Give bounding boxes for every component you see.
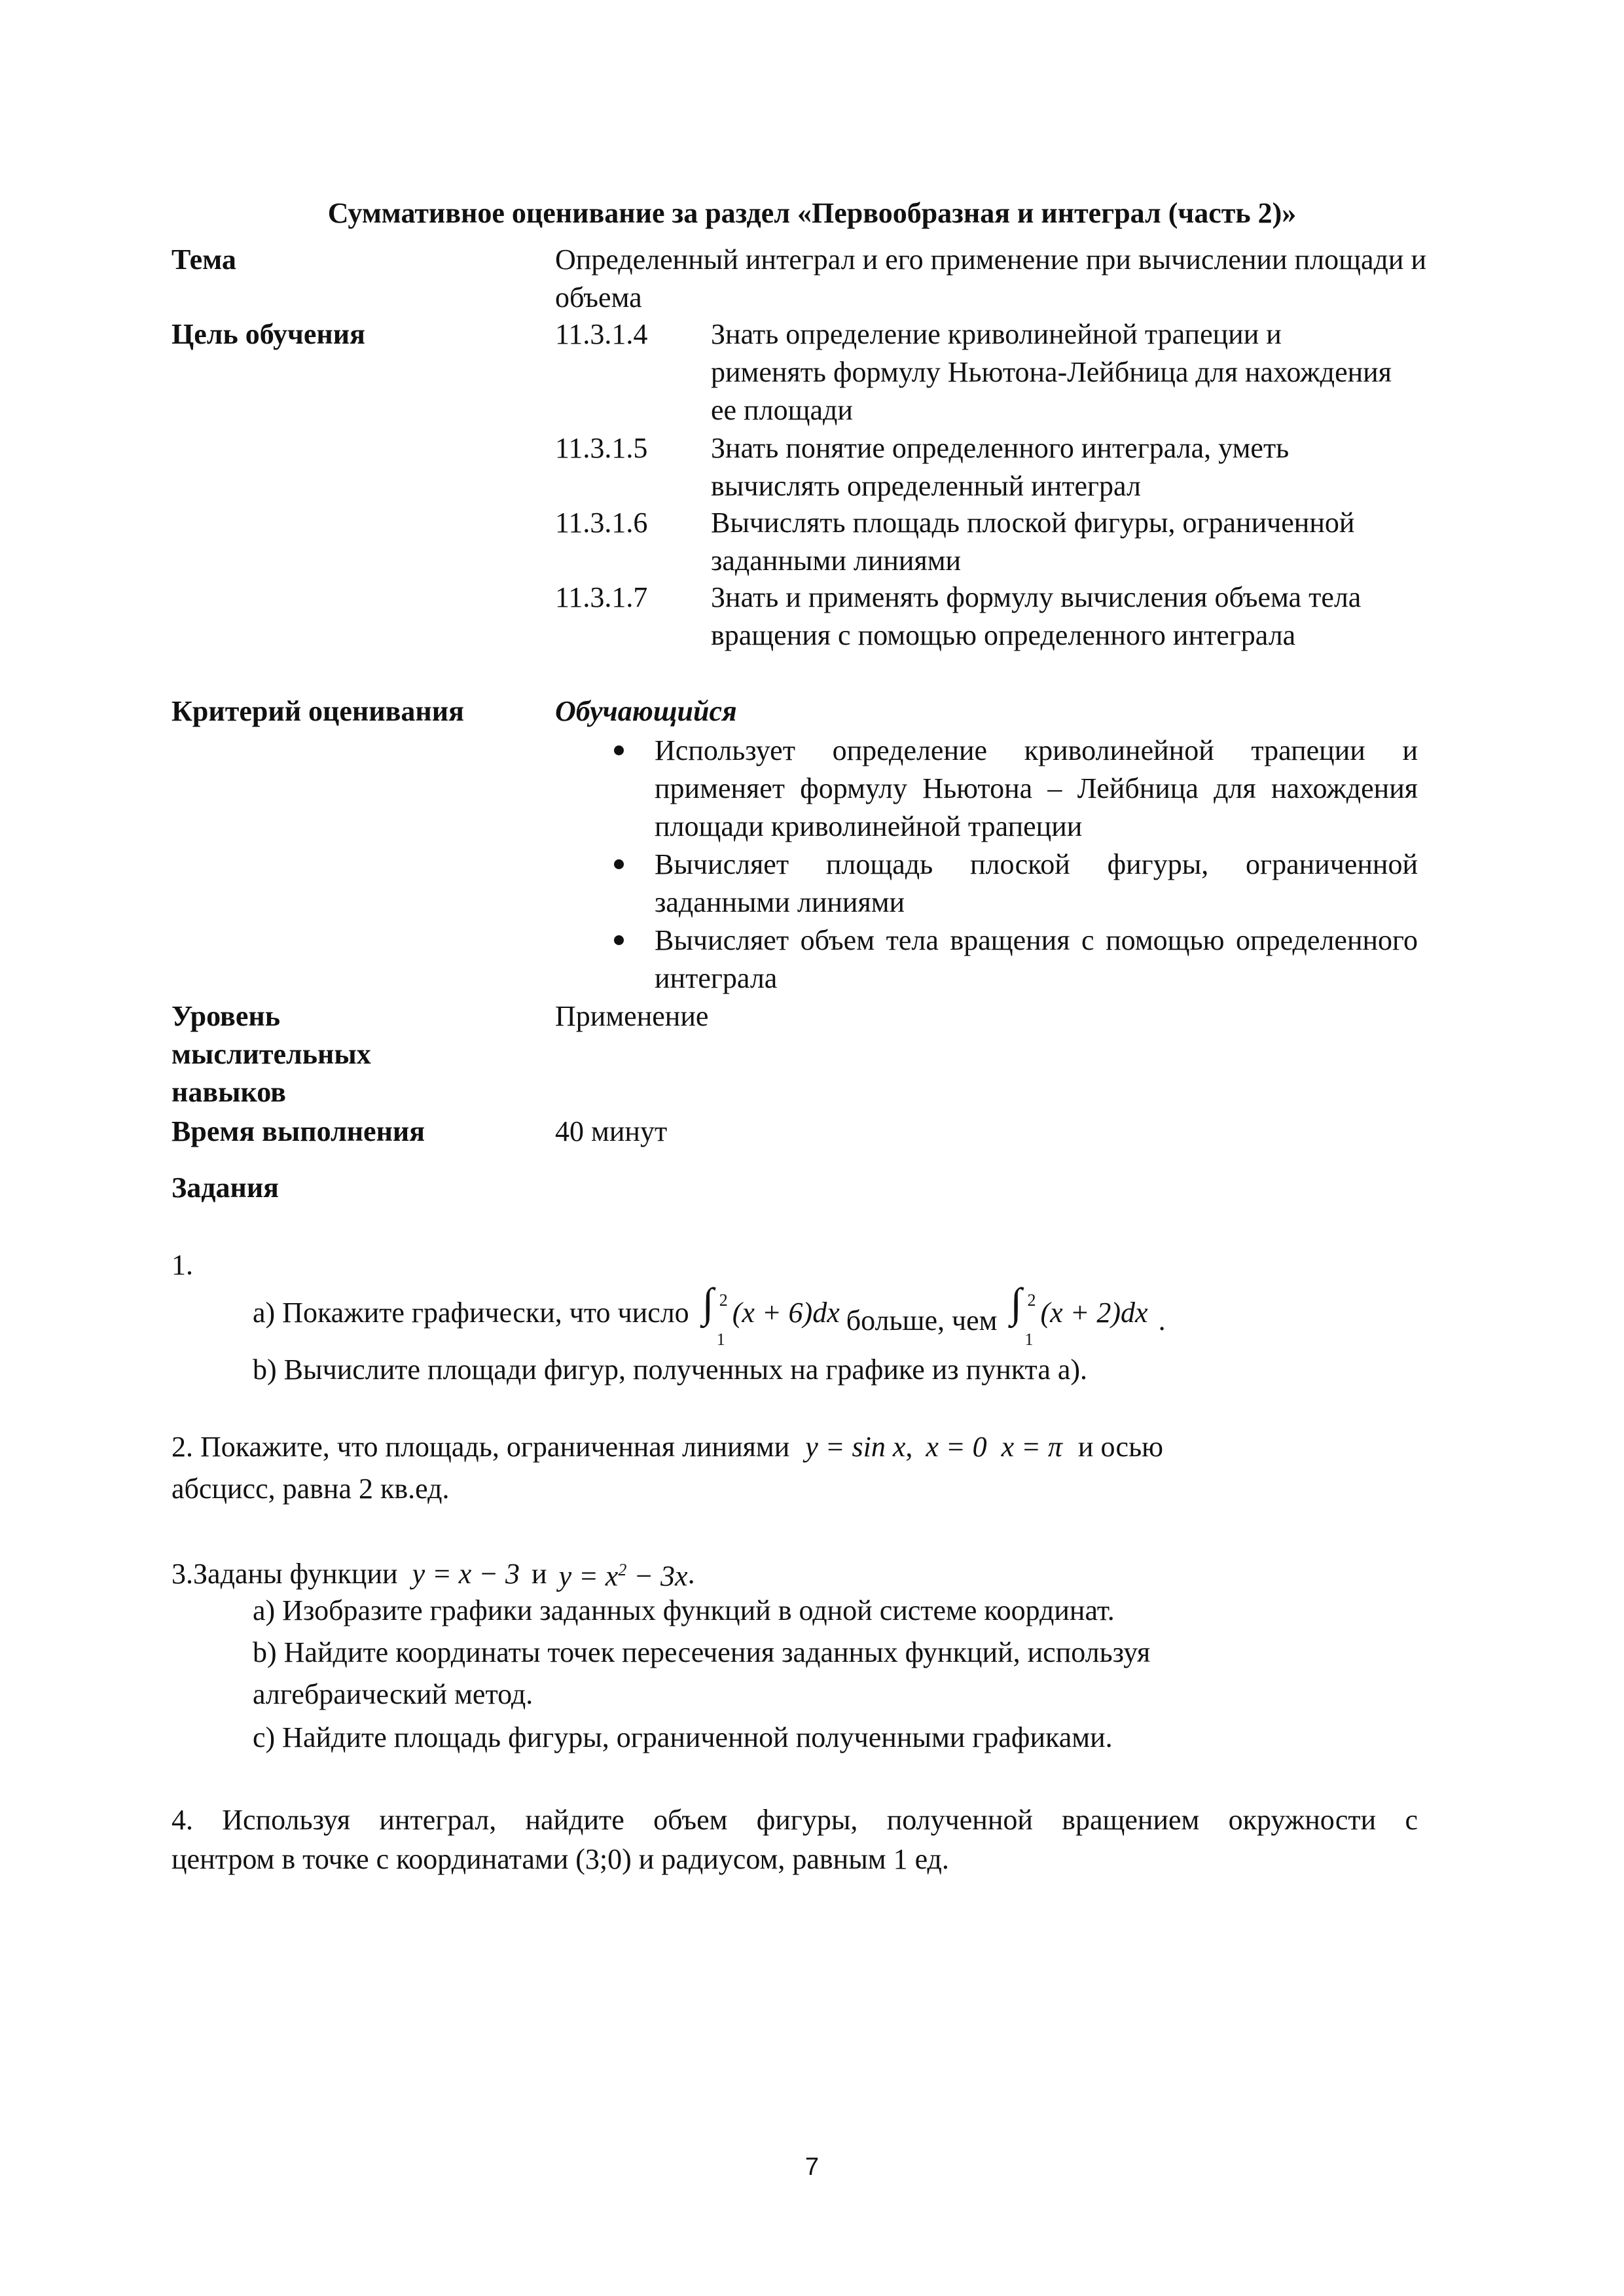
integral-body: (x + 2)dx <box>1040 1297 1148 1329</box>
integral-lower-limit: 1 <box>1024 1330 1034 1349</box>
task3-line1 <box>171 1549 695 1593</box>
integral-sign-icon: ∫ 2 1 <box>700 1287 732 1339</box>
integral-upper-limit: 2 <box>719 1291 728 1310</box>
row-value-time: 40 минут <box>555 1115 668 1147</box>
task3-prefix: 3.Заданы функции <box>171 1557 398 1590</box>
document-title: Суммативное оценивание за раздел «Первообразная и интеграл (часть 2)» <box>327 197 1297 229</box>
goal-text: Вычислять площадь плоской фигуры, ограниченной заданными линиями <box>711 507 1355 577</box>
bullet-icon <box>614 935 624 945</box>
goal-code: 11.3.1.5 <box>555 432 648 464</box>
task1-a-middle: больше, чем <box>846 1304 998 1336</box>
row-label-criteria: Критерий оценивания <box>171 695 464 727</box>
task3-f2: $y = x^2 - 3x$ <box>558 1560 688 1592</box>
row-label-time: Время выполнения <box>171 1115 425 1147</box>
criteria-bullet <box>655 846 1418 922</box>
row-label-level: Уровень мыслительных навыков <box>171 1000 371 1108</box>
integral-body: (x + 6)dx <box>732 1297 840 1329</box>
task1-a-prefix: a) Покажите графически, что число <box>253 1297 689 1329</box>
task2-eq1: y = sin x <box>805 1431 906 1463</box>
tasks-heading: Задания <box>171 1172 279 1204</box>
criteria-bullet <box>655 922 1418 997</box>
goal-text: Знать и применять формулу вычисления объема тела вращения с помощью определенного интеграла <box>711 581 1362 651</box>
criteria-bullet-text: Вычисляет площадь плоской фигуры, ограниченной заданными линиями <box>655 848 1418 918</box>
task3-b2: алгебраический метод. <box>253 1678 533 1710</box>
row-value-level: Применение <box>555 1000 709 1032</box>
task3-dot: . <box>687 1557 695 1590</box>
integral-sign-icon: ∫ 2 1 <box>1008 1287 1041 1339</box>
task1-b: b) Вычислите площади фигур, полученных на графике из пункта а). <box>253 1354 1088 1386</box>
goal-code: 11.3.1.6 <box>555 507 648 539</box>
task3-b1: b) Найдите координаты точек пересечения заданных функций, используя <box>253 1636 1151 1668</box>
task2-sep1: , <box>905 1431 913 1463</box>
bullet-icon <box>614 859 624 869</box>
task1-number: 1. <box>171 1249 193 1281</box>
row-label-goal: Цель обучения <box>171 318 365 350</box>
task2-eq3: x = π <box>1001 1431 1062 1463</box>
page-number: 7 <box>804 2153 820 2181</box>
task3-c: c) Найдите площадь фигуры, ограниченной полученными графиками. <box>253 1721 1113 1753</box>
task2-eq2: x = 0 <box>926 1431 987 1463</box>
task2-prefix: 2. Покажите, что площадь, ограниченная линиями <box>171 1431 790 1463</box>
criteria-lead: Обучающийся <box>555 695 737 727</box>
task1-a-end: . <box>1158 1304 1166 1336</box>
task3-and: и <box>532 1557 547 1590</box>
goal-code: 11.3.1.4 <box>555 318 648 350</box>
goal-text: Знать понятие определенного интеграла, уметь вычислять определенный интеграл <box>711 432 1290 502</box>
integral-lower-limit: 1 <box>716 1330 725 1349</box>
task1-a <box>253 1280 1166 1349</box>
task2-suffix: и осью <box>1077 1431 1163 1463</box>
task3-f1: y = x − 3 <box>412 1557 520 1590</box>
criteria-bullet-text: Вычисляет объем тела вращения с помощью определенного интеграла <box>655 924 1418 994</box>
bullet-icon <box>614 745 624 755</box>
task4-line2: центром в точке с координатами (3;0) и радиусом, равным 1 ед. <box>171 1843 949 1875</box>
criteria-bullet <box>655 732 1418 846</box>
row-value-tema: Определенный интеграл и его применение при вычислении площади и объема <box>555 243 1426 314</box>
task2-line2: абсцисс, равна 2 кв.ед. <box>171 1473 450 1505</box>
task4-line1: 4. Используя интеграл, найдите объем фигуры, полученной вращением окружности с <box>171 1804 1418 1836</box>
integral-upper-limit: 2 <box>1027 1291 1036 1310</box>
task3-a: a) Изобразите графики заданных функций в одной системе координат. <box>253 1594 1115 1626</box>
goal-code: 11.3.1.7 <box>555 581 648 613</box>
criteria-bullet-text: Использует определение криволинейной трапеции и применяет формулу Ньютона – Лейбница для нахождения площади криволинейной трапеции <box>655 734 1418 842</box>
task2-line1 <box>171 1428 1163 1466</box>
row-label-tema: Тема <box>171 243 236 276</box>
goal-text: Знать определение криволинейной трапеции и рименять формулу Ньютона-Лейбница для нахождения ее площади <box>711 318 1392 426</box>
